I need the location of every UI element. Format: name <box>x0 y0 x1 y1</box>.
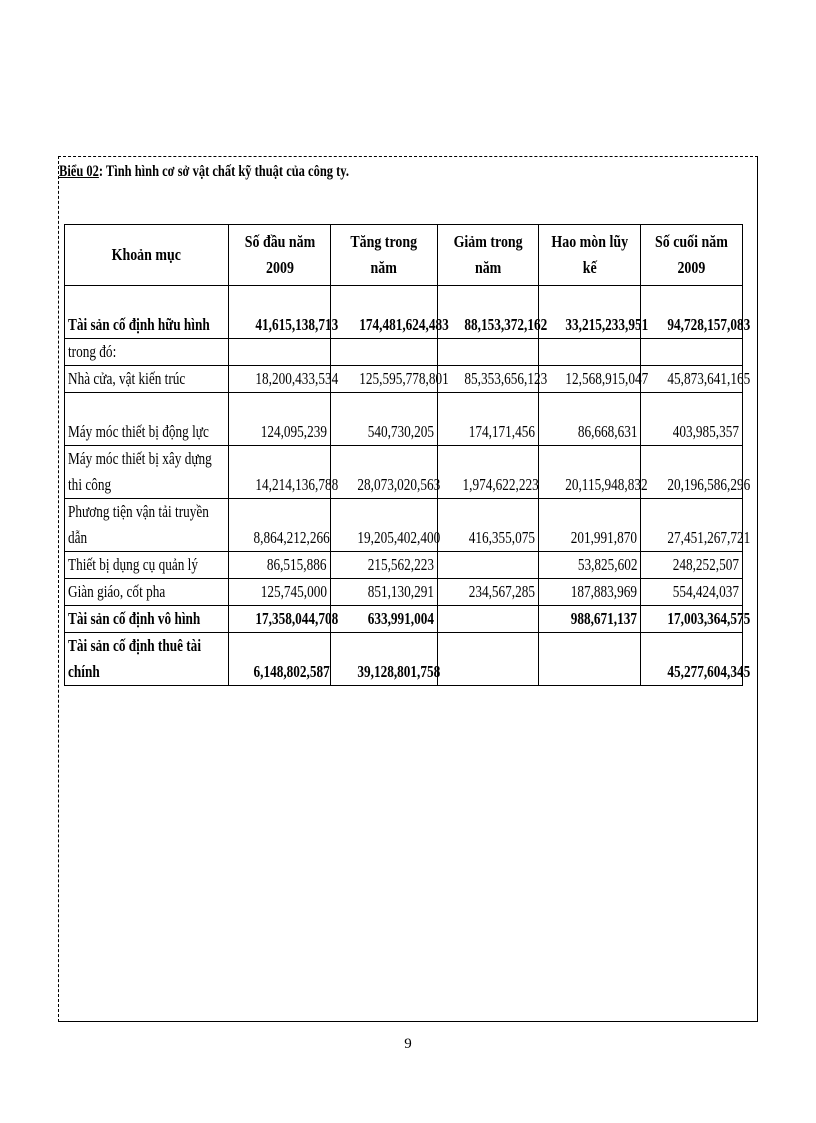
table-row <box>65 579 743 606</box>
row-value: 988,671,137 <box>539 606 641 633</box>
header-giam-trong-nam: Giảm trong năm <box>437 225 539 286</box>
row-value: 17,003,364,575 <box>641 606 743 633</box>
row-label: Giàn giáo, cốt pha <box>65 579 229 606</box>
row-value: 27,451,267,721 <box>641 499 743 552</box>
table-row <box>65 393 743 446</box>
row-value <box>437 633 539 686</box>
row-value: 86,668,631 <box>539 393 641 446</box>
caption-label: Biểu 02 <box>59 163 99 180</box>
row-label: Tài sản cố định vô hình <box>65 606 229 633</box>
row-value <box>437 606 539 633</box>
row-value: 125,745,000 <box>229 579 331 606</box>
row-value: 19,205,402,400 <box>330 499 437 552</box>
table-row <box>65 286 743 339</box>
row-value: 174,481,624,483 <box>330 286 437 339</box>
row-label: Phương tiện vận tải truyền dẫn <box>65 499 229 552</box>
row-label: Máy móc thiết bị động lực <box>65 393 229 446</box>
row-value: 94,728,157,083 <box>641 286 743 339</box>
asset-table <box>64 224 751 686</box>
row-value: 215,562,223 <box>330 552 437 579</box>
row-value: 33,215,233,951 <box>539 286 641 339</box>
table-row <box>65 446 743 499</box>
row-value <box>437 552 539 579</box>
row-value: 1,974,622,223 <box>437 446 539 499</box>
table-row <box>65 552 743 579</box>
row-value: 124,095,239 <box>229 393 331 446</box>
row-value <box>437 339 539 366</box>
row-value: 28,073,020,563 <box>330 446 437 499</box>
row-value: 20,115,948,832 <box>539 446 641 499</box>
row-label: trong đó: <box>65 339 229 366</box>
row-value: 86,515,886 <box>229 552 331 579</box>
row-value: 53,825,602 <box>539 552 641 579</box>
row-value: 45,873,641,165 <box>641 366 743 393</box>
row-value: 39,128,801,758 <box>330 633 437 686</box>
table-row <box>65 339 743 366</box>
row-value: 540,730,205 <box>330 393 437 446</box>
header-so-dau-nam: Số đầu năm 2009 <box>229 225 331 286</box>
row-value: 85,353,656,123 <box>437 366 539 393</box>
row-value: 12,568,915,047 <box>539 366 641 393</box>
table-row <box>65 606 743 633</box>
page-number: 9 <box>404 1036 412 1052</box>
row-value: 403,985,357 <box>641 393 743 446</box>
row-value: 851,130,291 <box>330 579 437 606</box>
header-khoan-muc: Khoản mục <box>65 225 229 286</box>
row-value: 41,615,138,713 <box>229 286 331 339</box>
row-value: 248,252,507 <box>641 552 743 579</box>
row-value: 174,171,456 <box>437 393 539 446</box>
row-value <box>330 339 437 366</box>
row-label: Tài sản cố định hữu hình <box>65 286 229 339</box>
row-label: Thiết bị dụng cụ quản lý <box>65 552 229 579</box>
row-value: 45,277,604,345 <box>641 633 743 686</box>
row-value: 187,883,969 <box>539 579 641 606</box>
row-value: 8,864,212,266 <box>229 499 331 552</box>
row-value: 633,991,004 <box>330 606 437 633</box>
table-caption <box>59 163 349 181</box>
header-tang-trong-nam: Tăng trong năm <box>330 225 437 286</box>
row-value: 20,196,586,296 <box>641 446 743 499</box>
row-value: 234,567,285 <box>437 579 539 606</box>
table-row <box>65 633 743 686</box>
row-label: Nhà cửa, vật kiến trúc <box>65 366 229 393</box>
row-value: 14,214,136,788 <box>229 446 331 499</box>
row-value <box>539 339 641 366</box>
page-frame <box>58 156 758 1022</box>
row-value: 6,148,802,587 <box>229 633 331 686</box>
row-label: Tài sản cố định thuê tài chính <box>65 633 229 686</box>
row-value: 125,595,778,801 <box>330 366 437 393</box>
header-so-cuoi-nam: Số cuối năm 2009 <box>641 225 743 286</box>
header-hao-mon: Hao mòn lũy kế <box>539 225 641 286</box>
row-value <box>641 339 743 366</box>
row-value: 554,424,037 <box>641 579 743 606</box>
header-row <box>65 225 743 286</box>
row-value: 17,358,044,708 <box>229 606 331 633</box>
row-value <box>539 633 641 686</box>
row-value: 201,991,870 <box>539 499 641 552</box>
row-value: 18,200,433,534 <box>229 366 331 393</box>
row-label: Máy móc thiết bị xây dựng thi công <box>65 446 229 499</box>
caption-text: : Tình hình cơ sở vật chất kỹ thuật của công ty. <box>98 163 349 180</box>
row-value <box>229 339 331 366</box>
table-row <box>65 366 743 393</box>
row-value: 88,153,372,162 <box>437 286 539 339</box>
table-row <box>65 499 743 552</box>
row-value: 416,355,075 <box>437 499 539 552</box>
